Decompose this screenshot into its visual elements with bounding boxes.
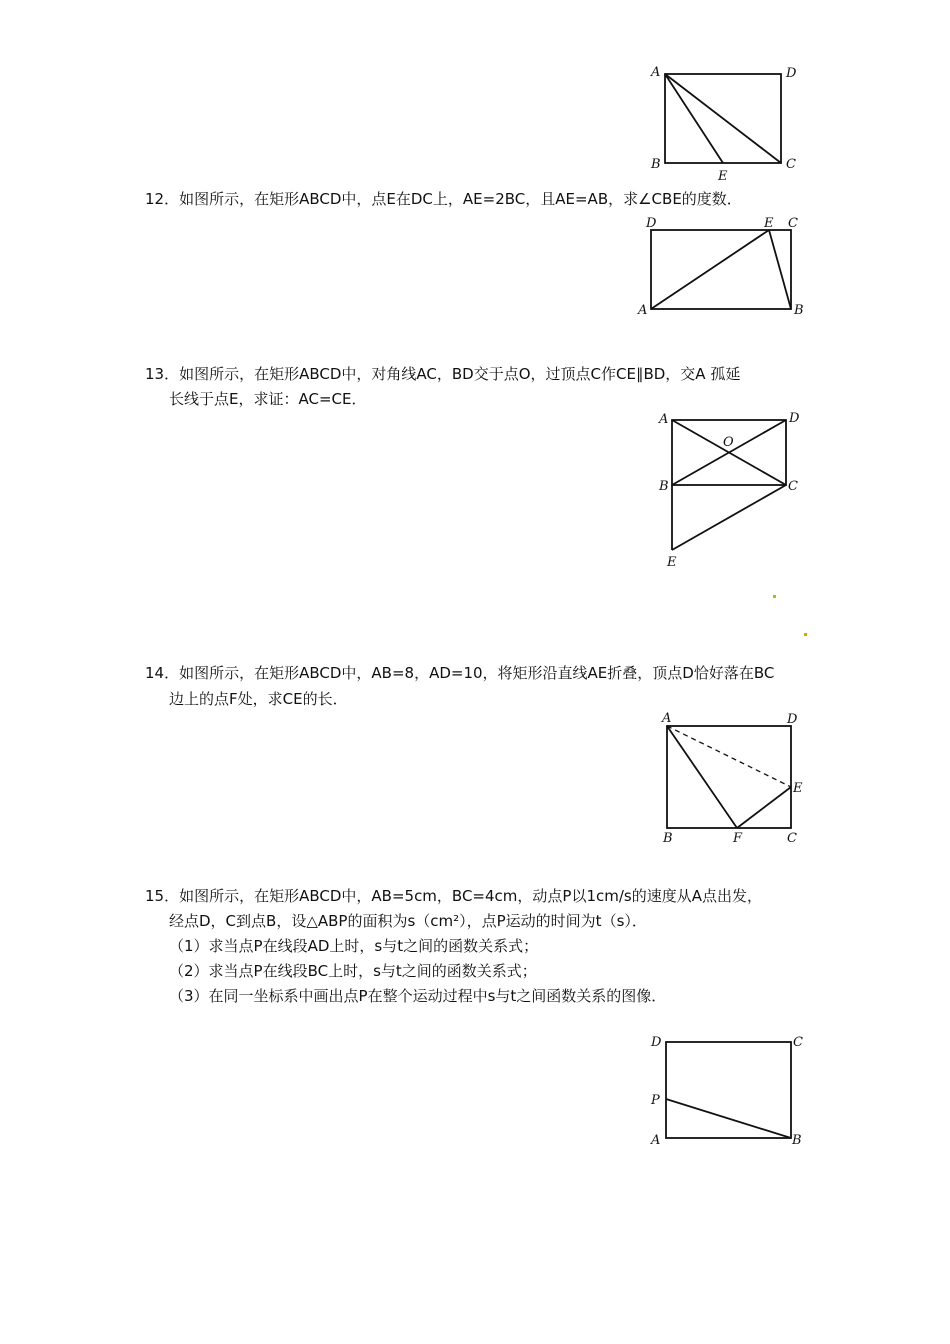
figure-12 — [636, 212, 811, 320]
problem-15-question-1: （1）求当点P在线段AD上时，s与t之间的函数关系式； — [169, 937, 539, 955]
fig13-label-d: D — [789, 411, 800, 426]
problem-15-question-3: （3）在同一坐标系中画出点P在整个运动过程中s与t之间函数关系的图像． — [169, 987, 667, 1005]
fig13-label-b: B — [659, 479, 669, 494]
fig13-label-o: O — [723, 435, 734, 450]
fig15-label-c: C — [793, 1035, 803, 1050]
fig12-label-a: A — [638, 303, 648, 318]
problem-15-line-1: 15．如图所示，在矩形ABCD中，AB=5cm，BC=4cm，动点P以1cm/s的速度从A点出发， — [145, 887, 762, 905]
fig11-label-b: B — [651, 157, 661, 172]
fig14-rectangle — [667, 726, 791, 828]
fig15-label-p: P — [651, 1093, 660, 1108]
stray-mark — [804, 633, 807, 636]
figure-14 — [656, 706, 811, 846]
fig14-label-e: E — [793, 781, 803, 796]
fig14-segment-fe — [737, 787, 791, 828]
problem-12-text: 12．如图所示，在矩形ABCD中，点E在DC上，AE=2BC，且AE=AB，求∠CBE的度数． — [145, 190, 742, 208]
problem-13-line-2: 长线于点E，求证：AC=CE． — [169, 390, 367, 408]
fig12-label-e: E — [764, 216, 774, 231]
fig15-segment-pb — [666, 1099, 791, 1138]
fig12-label-c: C — [788, 216, 798, 231]
fig12-segment-ae — [651, 230, 769, 309]
fig13-label-e: E — [667, 555, 677, 570]
problem-15-line-2: 经点D，C到点B，设△ABP的面积为s（cm²），点P运动的时间为t（s）． — [169, 912, 647, 930]
fig11-label-a: A — [651, 65, 661, 80]
fig15-label-a: A — [651, 1133, 661, 1148]
problem-14-line-2: 边上的点F处，求CE的长． — [169, 690, 348, 708]
fig15-label-d: D — [651, 1035, 662, 1050]
problem-14-line-1: 14．如图所示，在矩形ABCD中，AB=8，AD=10，将矩形沿直线AE折叠，顶点D恰好落在BC — [145, 664, 775, 682]
fig11-label-d: D — [786, 66, 797, 81]
fig12-rectangle — [651, 230, 791, 309]
fig14-label-a: A — [662, 711, 672, 726]
fig13-label-a: A — [659, 412, 669, 427]
fig12-label-b: B — [794, 303, 804, 318]
fig14-label-f: F — [733, 831, 743, 846]
figure-15 — [645, 1030, 815, 1150]
problem-13-line-1: 13．如图所示，在矩形ABCD中，对角线AC，BD交于点O，过顶点C作CE∥BD，交A 孤延 — [145, 365, 741, 383]
fig14-label-d: D — [787, 712, 798, 727]
fig11-diagonal-ac — [665, 74, 781, 163]
stray-mark — [773, 595, 776, 598]
figure-11 — [640, 60, 810, 185]
fig15-label-b: B — [792, 1133, 802, 1148]
fig14-label-c: C — [787, 831, 797, 846]
fig14-segment-af — [667, 726, 737, 828]
fig14-fold-line-ae — [667, 726, 791, 787]
fig15-rectangle — [666, 1042, 791, 1138]
fig13-label-c: C — [788, 479, 798, 494]
fig13-segment-ce — [672, 485, 786, 550]
fig11-segment-ae — [665, 74, 723, 163]
fig11-label-c: C — [786, 157, 796, 172]
fig14-label-b: B — [663, 831, 673, 846]
fig12-segment-eb — [769, 230, 791, 309]
fig11-label-e: E — [718, 169, 728, 184]
figure-13 — [655, 405, 810, 575]
problem-15-question-2: （2）求当点P在线段BC上时，s与t之间的函数关系式； — [169, 962, 537, 980]
fig12-label-d: D — [646, 216, 657, 231]
